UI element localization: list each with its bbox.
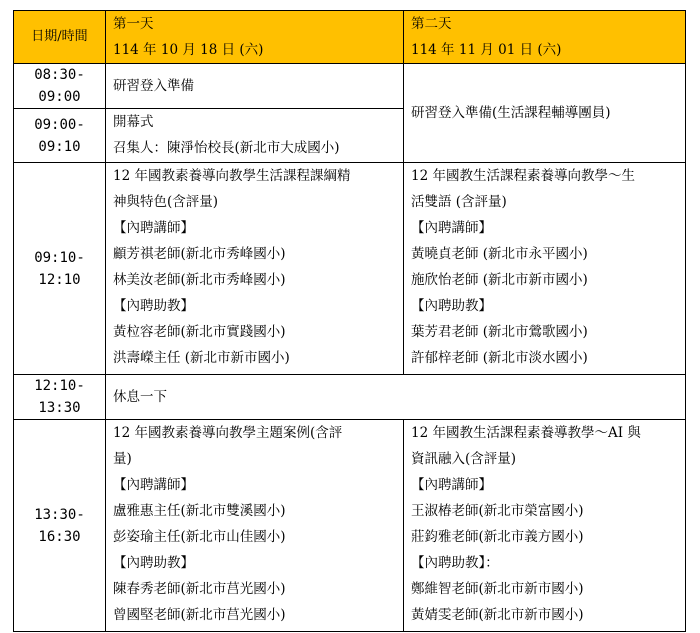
session-line: 彭姿瑜主任(新北市山佳國小) (113, 529, 286, 545)
session-line: 林美汝老師(新北市秀峰國小) (113, 272, 286, 288)
schedule-row (14, 420, 686, 632)
session-cell (404, 420, 686, 632)
session-cell: 研習登入準備(生活課程輔導團員) (404, 64, 686, 163)
time-text: 13:30 (38, 400, 81, 416)
session-line: 葉芳君老師 (新北市鶯歌國小) (411, 324, 588, 340)
session-line: 資訊融入(含評量) (411, 451, 517, 467)
schedule-row (14, 375, 686, 420)
session-host: 召集人：陳淨怡校長(新北市大成國小) (113, 140, 340, 156)
session-line: 12 年國教素養導向教學主題案例(含評 (113, 425, 343, 441)
session-line: 【內聘助教】 (113, 555, 194, 571)
schedule-table (13, 10, 686, 632)
time-text: 12:10 (38, 271, 81, 288)
session-line: 莊鈞雅老師(新北市義方國小) (411, 529, 584, 545)
time-text: 09:10 (38, 138, 81, 155)
day1-title: 第一天 (113, 16, 154, 32)
session-line: 【內聘講師】 (411, 220, 492, 236)
time-slot (14, 64, 106, 109)
session-line: 12 年國教素養導向教學生活課程課綱精 (113, 168, 351, 184)
date-time-header: 日期/時間 (14, 11, 106, 64)
time-text: 09:00 (38, 89, 81, 105)
session-line: 洪壽嶸主任 (新北市新市國小) (113, 350, 290, 366)
schedule-row (14, 64, 686, 109)
session-line: 活雙語 (含評量) (411, 194, 507, 210)
time-slot (14, 375, 106, 420)
session-line: 【內聘助教】 (113, 298, 194, 314)
time-text: 13:30- (34, 506, 85, 523)
time-text: 09:10- (34, 249, 85, 266)
schedule-row (14, 163, 686, 375)
session-cell: 休息一下 (106, 375, 686, 420)
header-row (14, 11, 686, 64)
session-line: 量) (113, 451, 132, 467)
session-line: 許郁梓老師 (新北市淡水國小) (411, 350, 588, 366)
session-line: 黃曉貞老師 (新北市永平國小) (411, 246, 588, 262)
day1-header (106, 11, 404, 64)
session-line: 【內聘講師】 (411, 477, 492, 493)
time-text: 16:30 (38, 528, 81, 545)
session-cell (404, 163, 686, 375)
session-cell (106, 420, 404, 632)
session-line: 【內聘助教】： (411, 555, 499, 571)
time-slot (14, 109, 106, 163)
session-line: 施欣怡老師 (新北市新市國小) (411, 272, 588, 288)
time-text: 08:30- (34, 67, 85, 83)
session-line: 【內聘助教】 (411, 298, 492, 314)
day2-date: 114 年 11 月 01 日 (六) (411, 42, 562, 58)
session-line: 鄭維智老師(新北市新市國小) (411, 581, 584, 597)
session-line: 黃柆容老師(新北市實踐國小) (113, 324, 286, 340)
session-line: 12 年國教生活課程素養導向教學～生 (411, 168, 635, 184)
session-title: 開幕式 (113, 114, 154, 130)
time-text: 09:00- (34, 116, 85, 133)
session-line: 12 年國教生活課程素養導教學～AI 與 (411, 425, 641, 441)
day2-title: 第二天 (411, 16, 452, 32)
day1-date: 114 年 10 月 18 日 (六) (113, 42, 264, 58)
session-line: 神與特色(含評量) (113, 194, 219, 210)
session-line: 曾國堅老師(新北市莒光國小) (113, 607, 286, 623)
session-line: 陳春秀老師(新北市莒光國小) (113, 581, 286, 597)
session-line: 王淑椿老師(新北市榮富國小) (411, 503, 584, 519)
session-line: 盧雅惠主任(新北市雙溪國小) (113, 503, 286, 519)
session-cell (106, 109, 404, 163)
time-slot (14, 163, 106, 375)
time-slot (14, 420, 106, 632)
session-line: 顧芳祺老師(新北市秀峰國小) (113, 246, 286, 262)
session-line: 黃婧雯老師(新北市新市國小) (411, 607, 584, 623)
day2-header (404, 11, 686, 64)
session-cell: 研習登入準備 (106, 64, 404, 109)
session-line: 【內聘講師】 (113, 477, 194, 493)
time-text: 12:10- (34, 378, 85, 394)
session-cell (106, 163, 404, 375)
session-line: 【內聘講師】 (113, 220, 194, 236)
